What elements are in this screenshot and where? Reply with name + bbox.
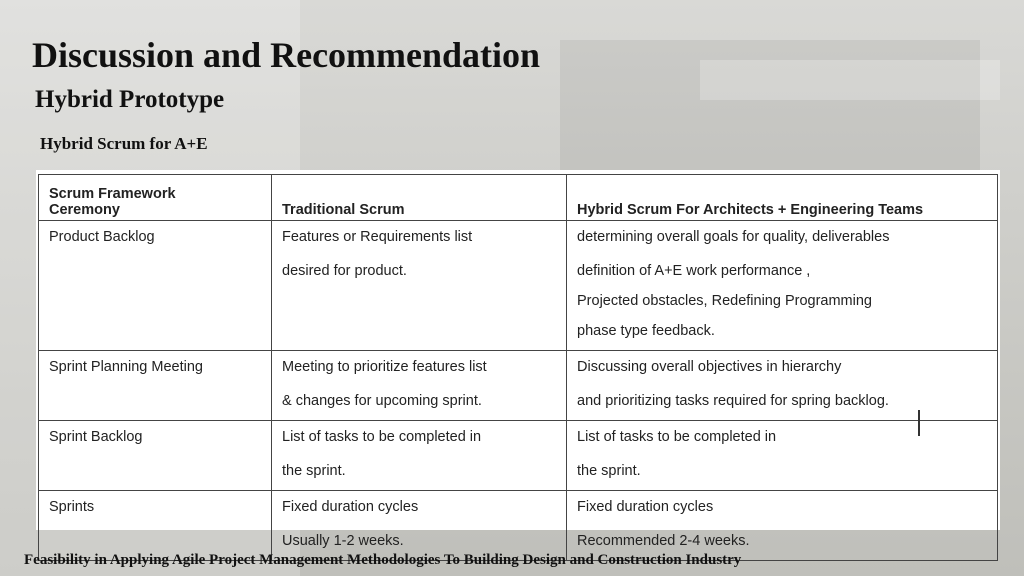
cell-line: Recommended 2-4 weeks. [577,533,750,549]
cell-text: Sprints [49,499,95,515]
cell-hybrid [567,421,998,491]
background-window-band [700,60,1000,100]
comparison-table-image [36,170,1000,549]
cell-line: Usually 1-2 weeks. [282,533,404,549]
header-ceremony-line1: Scrum Framework [49,186,176,202]
cell-ceremony [39,491,272,561]
cell-line: phase type feedback. [577,323,715,339]
cell-line: the sprint. [282,463,346,479]
cell-line: Fixed duration cycles [577,499,714,515]
cell-line: & changes for upcoming sprint. [282,393,482,409]
table-caption: Hybrid Scrum for A+E [40,134,208,153]
slide-title: Discussion and Recommendation [32,35,541,75]
table-row [39,351,998,421]
cell-text: Product Backlog [49,229,155,245]
cell-ceremony [39,351,272,421]
header-hybrid: Hybrid Scrum For Architects + Engineering Teams [567,175,998,221]
table-row [39,421,998,491]
cell-ceremony [39,221,272,351]
table-row [39,491,998,561]
cell-line: determining overall goals for quality, deliverables [577,229,890,245]
slide-subtitle: Hybrid Prototype [35,86,225,113]
cell-line: desired for product. [282,263,407,279]
cell-line: Discussing overall objectives in hierarchy [577,359,842,375]
text-cursor-mark [918,410,920,436]
cell-line: Features or Requirements list [282,229,473,245]
cell-text: Sprint Planning Meeting [49,359,203,375]
cell-hybrid [567,221,998,351]
cell-hybrid [567,351,998,421]
cell-traditional [272,221,567,351]
header-traditional: Traditional Scrum [272,175,567,221]
header-ceremony [39,175,272,221]
cell-text: Sprint Backlog [49,429,143,445]
cell-traditional [272,491,567,561]
cell-line: Projected obstacles, Redefining Programming [577,293,872,309]
cell-line: and prioritizing tasks required for spring backlog. [577,393,889,409]
comparison-table [38,174,998,561]
cell-traditional [272,351,567,421]
table-header-row [39,175,998,221]
slide-footer: Feasibility in Applying Agile Project Management Methodologies To Building Design and Construction Industry [24,552,742,568]
cell-line: List of tasks to be completed in [282,429,482,445]
header-ceremony-line2: Ceremony [49,202,120,218]
cell-line: the sprint. [577,463,641,479]
cell-line: Fixed duration cycles [282,499,419,515]
cell-line: Meeting to prioritize features list [282,359,487,375]
table-row [39,221,998,351]
cell-line: definition of A+E work performance , [577,263,811,279]
cell-traditional [272,421,567,491]
cell-hybrid [567,491,998,561]
cell-ceremony [39,421,272,491]
cell-line: List of tasks to be completed in [577,429,777,445]
